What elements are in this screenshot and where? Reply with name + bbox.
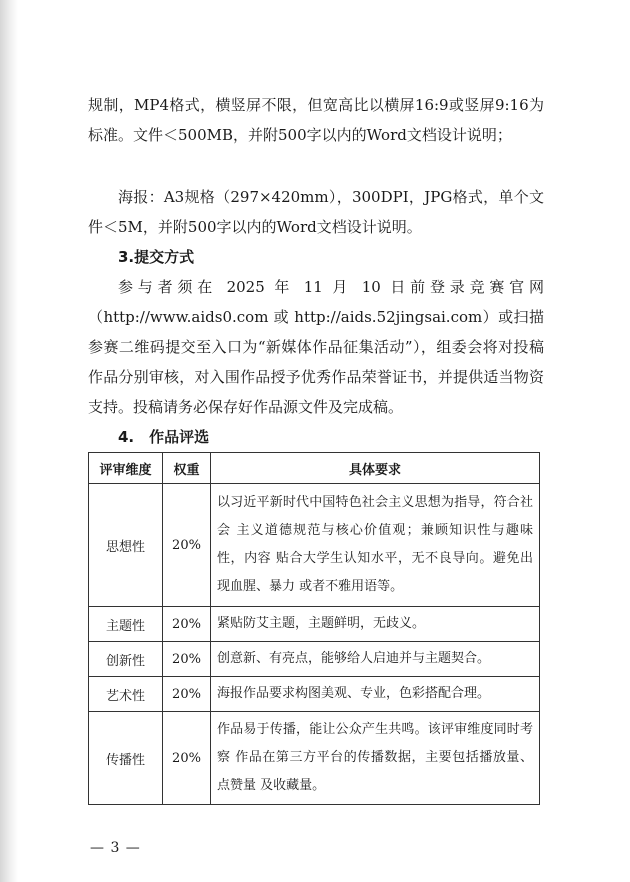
header-requirement: 具体要求 [211,453,540,484]
row-dimension: 传播性 [89,712,163,805]
row-weight: 20% [163,712,211,805]
row-weight: 20% [163,642,211,677]
row-dimension: 思想性 [89,484,163,607]
row-weight: 20% [163,677,211,712]
row-requirement: 以习近平新时代中国特色社会主义思想为指导，符合社会 主义道德规范与核心价值观；兼顾知识性与趣味性，内容 贴合大学生认知水平，无不良导向。避免出现血腥、暴力 或者不雅用语等。 [211,484,540,607]
evaluation-heading: 4. 作品评选 [118,428,210,446]
submission-paragraph: 参与者须在 2025 年 11 月 10 日前登录竞赛官网（http://www.aids0.com 或 http://aids.52jingsai.com）或扫描参赛二维码提交至入口为“新媒体作品征集活动”），组委会将对投稿作品分别审核，对入围作品授予优秀作品荣誉证书，并提供适当物资支持。投稿请务必保存好作品源文件及完成稿。 [88,278,544,416]
row-requirement: 作品易于传播，能让公众产生共鸣。该评审维度同时考察 作品在第三方平台的传播数据，主要包括播放量、点赞量 及收藏量。 [211,712,540,805]
row-dimension: 艺术性 [89,677,163,712]
table-header-row [89,453,540,484]
row-weight: 20% [163,607,211,642]
page-number: — 3 — [90,840,141,856]
table-row [89,677,540,712]
row-dimension: 创新性 [89,642,163,677]
header-weight: 权重 [163,453,211,484]
row-weight: 20% [163,484,211,607]
table-row [89,642,540,677]
table-row [89,484,540,607]
evaluation-table [88,452,540,805]
submission-heading: 3.提交方式 [118,248,195,266]
table-row [89,607,540,642]
row-requirement: 紧贴防艾主题，主题鲜明，无歧义。 [211,607,540,642]
row-requirement: 海报作品要求构图美观、专业，色彩搭配合理。 [211,677,540,712]
row-requirement: 创意新、有亮点，能够给人启迪并与主题契合。 [211,642,540,677]
page-edge-shadow [0,0,18,882]
video-spec-paragraph: 规制，MP4格式，横竖屏不限，但宽高比以横屏16:9或竖屏9:16为标准。文件＜500MB，并附500字以内的Word文档设计说明； [88,96,544,144]
table-row [89,712,540,805]
header-dimension: 评审维度 [89,453,163,484]
row-dimension: 主题性 [89,607,163,642]
poster-spec-paragraph: 海报：A3规格（297×420mm），300DPI，JPG格式，单个文件＜5M，并附500字以内的Word文档设计说明。 [88,188,544,236]
